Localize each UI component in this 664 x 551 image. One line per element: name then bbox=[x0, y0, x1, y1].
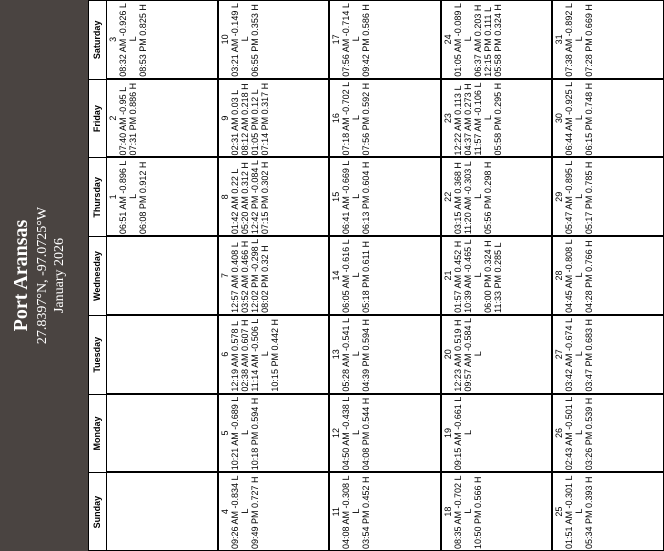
tide-entry: 12:23 AM 0.519 H bbox=[452, 319, 463, 392]
tide-entry: L bbox=[351, 351, 362, 357]
day-number: 29 bbox=[554, 191, 565, 202]
tide-entry: L bbox=[351, 193, 362, 199]
tide-entry: 07:18 AM -0.702 L bbox=[341, 81, 352, 156]
tide-entry: 12:42 PM -0.084 L bbox=[249, 160, 260, 235]
day-cell-3 bbox=[106, 0, 218, 79]
tide-entry: 08:32 AM -0.926 L bbox=[118, 3, 128, 77]
tide-entry: 07:40 AM -0.95 L bbox=[118, 86, 128, 156]
tide-entry: 03:15 AM 0.368 H bbox=[452, 162, 463, 235]
day-cell-24 bbox=[441, 0, 553, 79]
day-cell-19 bbox=[441, 394, 553, 473]
day-number: 7 bbox=[219, 273, 230, 279]
tide-entry: 09:57 AM -0.584 L bbox=[462, 318, 473, 392]
tide-entry: 06:05 AM -0.616 L bbox=[341, 239, 352, 313]
month-label: January 2026 bbox=[52, 237, 67, 314]
tide-entry: 10:15 PM 0.442 H bbox=[269, 319, 280, 392]
tide-entry: L bbox=[574, 36, 585, 42]
day-cell-23 bbox=[441, 79, 553, 158]
tide-entry: 08:35 AM -0.702 L bbox=[452, 475, 463, 549]
tide-entry: 01:05 AM -0.089 L bbox=[452, 3, 463, 77]
day-number: 5 bbox=[219, 430, 230, 436]
coordinates: 27.8397°N, -97.0725°W bbox=[35, 206, 50, 345]
weekday-header-monday: Monday bbox=[88, 394, 106, 473]
weekday-header-wednesday: Wednesday bbox=[88, 236, 106, 315]
day-number: 1 bbox=[108, 194, 118, 200]
day-cell-31 bbox=[552, 0, 664, 79]
day-cell-30 bbox=[552, 79, 664, 158]
day-cell-10 bbox=[218, 0, 330, 79]
tide-entry: 04:39 PM 0.594 H bbox=[361, 319, 372, 392]
day-number: 2 bbox=[108, 115, 118, 121]
tide-entry: 06:44 AM -0.925 L bbox=[564, 81, 575, 156]
tide-entry: 02:31 AM 0.03 L bbox=[229, 89, 240, 156]
tide-entry: 03:26 PM 0.539 H bbox=[584, 397, 595, 471]
tide-entry: 06:00 PM 0.324 H bbox=[482, 240, 493, 313]
day-cell-26 bbox=[552, 394, 664, 473]
day-cell-5 bbox=[218, 394, 330, 473]
weekday-header-tuesday: Tuesday bbox=[88, 315, 106, 394]
day-number: 25 bbox=[554, 506, 565, 517]
day-cell-20 bbox=[441, 315, 553, 394]
tide-entry: L bbox=[574, 272, 585, 278]
tide-entry: 05:28 AM -0.541 L bbox=[341, 318, 352, 392]
day-number: 13 bbox=[331, 349, 342, 360]
day-number: 9 bbox=[219, 115, 230, 121]
day-cell-17 bbox=[329, 0, 441, 79]
day-cell-12 bbox=[329, 394, 441, 473]
day-cell-18 bbox=[441, 472, 553, 551]
day-cell-28 bbox=[552, 236, 664, 315]
tide-entry: 03:54 PM 0.452 H bbox=[361, 476, 372, 549]
day-number: 4 bbox=[219, 509, 230, 515]
tide-entry: 08:12 AM 0.218 H bbox=[239, 83, 250, 156]
tide-entry: 05:47 AM -0.895 L bbox=[564, 160, 575, 235]
day-number: 15 bbox=[331, 191, 342, 202]
day-cell-25 bbox=[552, 472, 664, 551]
tide-entry: 01:42 AM 0.22 L bbox=[229, 168, 240, 235]
tide-entry: 02:38 AM 0.607 H bbox=[239, 319, 250, 392]
day-cell-1 bbox=[106, 157, 218, 236]
day-number: 22 bbox=[442, 191, 453, 202]
day-number: 24 bbox=[442, 34, 453, 45]
day-number: 14 bbox=[331, 270, 342, 281]
weekday-header-thursday: Thursday bbox=[88, 157, 106, 236]
tide-entry: 01:51 AM -0.301 L bbox=[564, 475, 575, 549]
tide-entry: L bbox=[239, 508, 250, 514]
day-number: 26 bbox=[554, 427, 565, 438]
tide-entry: 07:14 PM 0.317 H bbox=[259, 82, 270, 156]
tide-entry: 05:34 PM 0.393 H bbox=[584, 476, 595, 549]
tide-entry: 03:21 AM -0.149 L bbox=[229, 3, 240, 77]
tide-entry: 01:05 PM 0.12 L bbox=[249, 89, 260, 156]
tide-entry: L bbox=[351, 272, 362, 278]
tide-entry: 11:57 AM -0.106 L bbox=[472, 82, 483, 156]
tide-entry: 05:58 PM 0.324 H bbox=[492, 4, 503, 77]
day-cell-2 bbox=[106, 79, 218, 158]
tide-entry: 07:31 PM 0.886 H bbox=[128, 82, 138, 156]
tide-entry: L bbox=[574, 351, 585, 357]
tide-entry: 05:18 PM 0.611 H bbox=[361, 240, 372, 313]
tide-entry: L bbox=[351, 508, 362, 514]
day-number: 12 bbox=[331, 427, 342, 438]
tide-entry: 06:13 PM 0.604 H bbox=[361, 161, 372, 235]
tide-entry: 10:21 AM -0.689 L bbox=[229, 396, 240, 471]
day-number: 8 bbox=[219, 194, 230, 200]
tide-entry: 09:26 AM -0.834 L bbox=[229, 475, 240, 549]
tide-entry: 09:42 PM 0.586 H bbox=[361, 4, 372, 77]
day-cell-21 bbox=[441, 236, 553, 315]
tide-entry: 06:08 PM 0.912 H bbox=[138, 161, 148, 235]
tide-entry: L bbox=[351, 429, 362, 435]
calendar-grid bbox=[88, 0, 664, 551]
tide-entry: L bbox=[239, 429, 250, 435]
weekday-header-saturday: Saturday bbox=[88, 0, 106, 79]
day-number: 23 bbox=[442, 113, 453, 124]
tide-entry: 05:58 PM 0.295 H bbox=[492, 82, 503, 156]
day-number: 30 bbox=[554, 113, 565, 124]
day-number: 19 bbox=[442, 427, 453, 438]
day-number: 16 bbox=[331, 113, 342, 124]
tide-entry: 04:08 PM 0.544 H bbox=[361, 397, 372, 471]
tide-entry: L bbox=[472, 272, 483, 278]
tide-entry: L bbox=[482, 115, 493, 121]
tide-entry: 03:42 AM -0.674 L bbox=[564, 318, 575, 392]
tide-entry: 02:43 AM -0.501 L bbox=[564, 396, 575, 471]
tide-entry: L bbox=[128, 193, 138, 199]
day-cell-11 bbox=[329, 472, 441, 551]
tide-entry: 04:08 AM -0.308 L bbox=[341, 475, 352, 549]
tide-entry: 07:15 PM 0.302 H bbox=[259, 161, 270, 235]
tide-entry: 04:28 PM 0.766 H bbox=[584, 240, 595, 313]
tide-entry: 12:22 AM 0.113 L bbox=[452, 85, 463, 156]
tide-entry: L bbox=[462, 508, 473, 514]
tide-entry: 12:57 AM 0.408 L bbox=[229, 242, 240, 313]
tide-entry: 08:53 PM 0.825 H bbox=[138, 4, 148, 77]
tide-entry: 06:15 PM 0.748 H bbox=[584, 82, 595, 156]
tide-entry: 10:39 AM -0.465 L bbox=[462, 239, 473, 313]
tide-entry: 06:41 AM -0.669 L bbox=[341, 160, 352, 235]
tide-entry: 11:33 PM 0.285 L bbox=[492, 242, 503, 313]
title-banner bbox=[0, 0, 88, 551]
tide-entry: 11:20 AM -0.303 L bbox=[462, 161, 473, 235]
day-cell-14 bbox=[329, 236, 441, 315]
tide-entry: L bbox=[462, 429, 473, 435]
tide-entry: 05:17 PM 0.785 H bbox=[584, 161, 595, 235]
day-cell-16 bbox=[329, 79, 441, 158]
tide-entry: 04:50 AM -0.438 L bbox=[341, 396, 352, 471]
tide-entry: L bbox=[259, 351, 270, 357]
tide-entry: L bbox=[574, 429, 585, 435]
tide-entry: 04:37 AM 0.273 H bbox=[462, 83, 473, 156]
tide-entry: 07:56 AM -0.714 L bbox=[341, 3, 352, 77]
tide-entry: 10:50 PM 0.566 H bbox=[472, 476, 483, 549]
tide-entry: L bbox=[462, 36, 473, 42]
day-cell-13 bbox=[329, 315, 441, 394]
day-cell-22 bbox=[441, 157, 553, 236]
tide-entry: 12:15 PM 0.111 L bbox=[482, 7, 493, 77]
day-number: 11 bbox=[331, 506, 342, 517]
tide-entry: 12:19 AM 0.578 L bbox=[229, 321, 240, 392]
empty-day-cell bbox=[106, 315, 218, 394]
day-cell-9 bbox=[218, 79, 330, 158]
tide-entry: L bbox=[472, 193, 483, 199]
tide-entry: 11:14 AM -0.506 L bbox=[249, 318, 260, 392]
tide-entry: 06:51 AM -0.896 L bbox=[118, 160, 128, 235]
day-cell-6 bbox=[218, 315, 330, 394]
tide-entry: 07:28 PM 0.669 H bbox=[584, 4, 595, 77]
location-title: Port Aransas bbox=[10, 219, 32, 332]
weekday-header-friday: Friday bbox=[88, 79, 106, 158]
tide-entry: 04:45 AM -0.808 L bbox=[564, 239, 575, 313]
day-cell-7 bbox=[218, 236, 330, 315]
tide-entry: 07:56 PM 0.592 H bbox=[361, 82, 372, 156]
tide-entry: L bbox=[574, 508, 585, 514]
tide-entry: L bbox=[574, 115, 585, 121]
day-number: 3 bbox=[108, 36, 118, 42]
tide-entry: 06:37 AM 0.203 H bbox=[472, 4, 483, 77]
tide-entry: 05:56 PM 0.298 H bbox=[482, 161, 493, 235]
empty-day-cell bbox=[106, 394, 218, 473]
day-cell-4 bbox=[218, 472, 330, 551]
weekday-header-sunday: Sunday bbox=[88, 472, 106, 551]
tide-entry: 10:18 PM 0.594 H bbox=[249, 397, 260, 471]
day-number: 20 bbox=[442, 349, 453, 360]
tide-entry: 09:15 AM -0.661 L bbox=[452, 396, 463, 471]
tide-entry: L bbox=[472, 351, 483, 357]
tide-entry: L bbox=[351, 36, 362, 42]
tide-entry: 03:52 AM 0.466 H bbox=[239, 240, 250, 313]
tide-entry: L bbox=[128, 36, 138, 42]
day-cell-29 bbox=[552, 157, 664, 236]
day-cell-8 bbox=[218, 157, 330, 236]
day-number: 17 bbox=[331, 34, 342, 45]
tide-entry: 12:02 PM -0.298 L bbox=[249, 238, 260, 313]
day-number: 31 bbox=[554, 34, 565, 45]
tide-entry: 01:57 AM 0.452 H bbox=[452, 240, 463, 313]
tide-entry: 07:38 AM -0.892 L bbox=[564, 3, 575, 77]
tide-entry: 09:49 PM 0.727 H bbox=[249, 476, 260, 549]
tide-entry: 03:47 PM 0.683 H bbox=[584, 319, 595, 392]
day-number: 6 bbox=[219, 351, 230, 357]
empty-day-cell bbox=[106, 236, 218, 315]
tide-entry: L bbox=[239, 36, 250, 42]
tide-entry: L bbox=[351, 115, 362, 121]
tide-entry: 06:55 PM 0.353 H bbox=[249, 4, 260, 77]
empty-day-cell bbox=[106, 472, 218, 551]
day-number: 10 bbox=[219, 34, 230, 45]
tide-entry: L bbox=[574, 193, 585, 199]
tide-entry: 05:20 AM 0.312 H bbox=[239, 162, 250, 235]
day-cell-15 bbox=[329, 157, 441, 236]
tide-entry: 08:02 PM 0.32 H bbox=[259, 245, 270, 313]
day-number: 27 bbox=[554, 349, 565, 360]
day-number: 28 bbox=[554, 270, 565, 281]
day-number: 18 bbox=[442, 506, 453, 517]
day-cell-27 bbox=[552, 315, 664, 394]
day-number: 21 bbox=[442, 270, 453, 281]
